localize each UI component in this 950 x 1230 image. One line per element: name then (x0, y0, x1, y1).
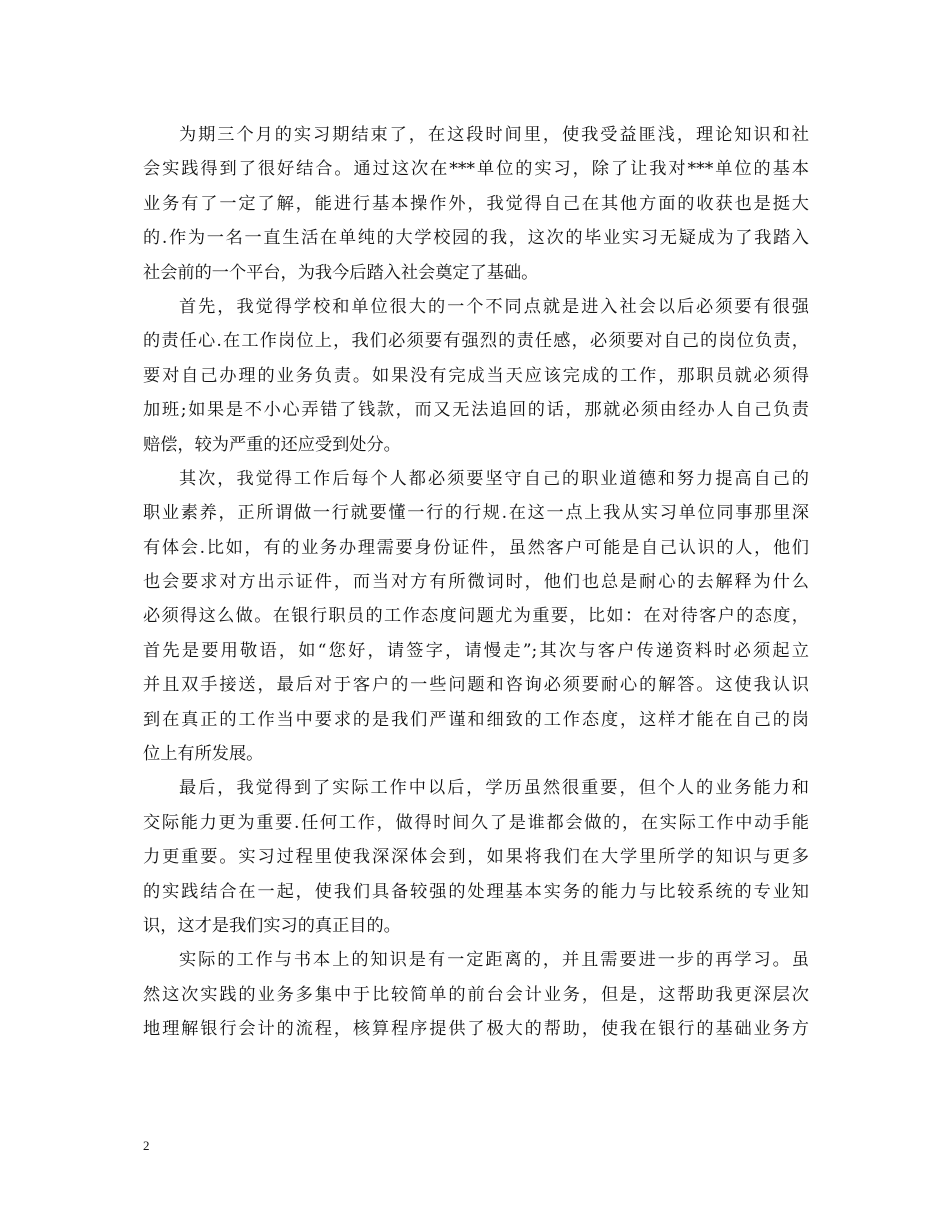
text-line: 会实践得到了很好结合。通过这次在***单位的实习，除了让我对***单位的基本 (143, 159, 809, 180)
text-line: 的.作为一名一直生活在单纯的大学校园的我，这次的毕业实习无疑成为了我踏入 (143, 228, 809, 249)
text-line: 有体会.比如，有的业务办理需要身份证件，虽然客户可能是自己认识的人，他们 (143, 537, 809, 558)
text-line: 必须得这么做。在银行职员的工作态度问题尤为重要，比如：在对待客户的态度， (143, 606, 809, 627)
paragraph-practical-ability (143, 771, 809, 943)
text-line: 地理解银行会计的流程，核算程序提供了极大的帮助，使我在银行的基础业务方 (143, 1019, 809, 1040)
text-line: 的责任心.在工作岗位上，我们必须要有强烈的责任感，必须要对自己的岗位负责， (143, 331, 809, 352)
text-line: 到在真正的工作当中要求的是我们严谨和细致的工作态度，这样才能在自己的岗 (143, 709, 809, 730)
text-line: 最后，我觉得到了实际工作中以后，学历虽然很重要，但个人的业务能力和 (179, 778, 809, 799)
paragraph-professional-ethics (143, 462, 809, 772)
text-line: 业务有了一定了解，能进行基本操作外，我觉得自己在其他方面的收获也是挺大 (143, 193, 809, 214)
text-line: 首先，我觉得学校和单位很大的一个不同点就是进入社会以后必须要有很强 (179, 296, 809, 317)
text-line: 识，这才是我们实习的真正目的。 (143, 915, 401, 936)
text-line: 也会要求对方出示证件，而当对方有所微词时，他们也总是耐心的去解释为什么 (143, 572, 809, 593)
text-line: 然这次实践的业务多集中于比较简单的前台会计业务，但是，这帮助我更深层次 (143, 984, 809, 1005)
text-line: 实际的工作与书本上的知识是有一定距离的，并且需要进一步的再学习。虽 (179, 950, 809, 971)
text-line: 为期三个月的实习期结束了，在这段时间里，使我受益匪浅，理论知识和社 (179, 125, 809, 145)
page-number: 2 (143, 1138, 150, 1153)
text-line: 的实践结合在一起，使我们具备较强的处理基本实务的能力与比较系统的专业知 (143, 881, 809, 902)
text-line: 职业素养，正所谓做一行就要懂一行的行规.在这一点上我从实习单位同事那里深 (143, 503, 809, 524)
text-line: 其次，我觉得工作后每个人都必须要坚守自己的职业道德和努力提高自己的 (179, 468, 809, 489)
text-line: 要对自己办理的业务负责。如果没有完成当天应该完成的工作，那职员就必须得 (143, 365, 809, 386)
text-line: 位上有所发展。 (143, 744, 264, 765)
paragraph-further-learning (143, 943, 809, 1046)
paragraph-internship-summary (143, 118, 809, 290)
paragraph-responsibility (143, 290, 809, 462)
text-line: 交际能力更为重要.任何工作，做得时间久了是谁都会做的，在实际工作中动手能 (143, 812, 809, 833)
text-line: 并且双手接送，最后对于客户的一些问题和咨询必须要耐心的解答。这使我认识 (143, 675, 809, 696)
text-line: 力更重要。实习过程里使我深深体会到，如果将我们在大学里所学的知识与更多 (143, 847, 809, 868)
text-line: 加班;如果是不小心弄错了钱款，而又无法追回的话，那就必须由经办人自己负责 (143, 400, 809, 421)
body-text (143, 118, 809, 1047)
text-line: 社会前的一个平台，为我今后踏入社会奠定了基础。 (143, 262, 539, 283)
text-line: 首先是要用敬语，如“您好，请签字，请慢走”;其次与客户传递资料时必须起立 (143, 640, 809, 661)
text-line: 赔偿，较为严重的还应受到处分。 (143, 434, 401, 455)
